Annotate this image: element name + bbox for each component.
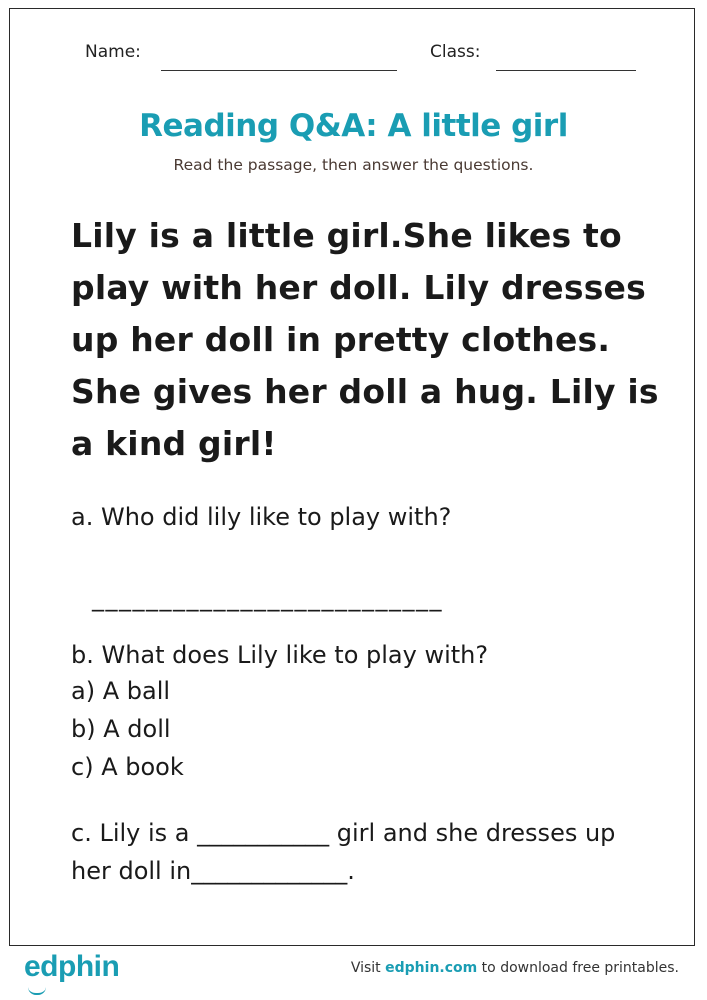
question-a: a. Who did lily like to play with? (71, 503, 452, 531)
name-label: Name: (85, 42, 141, 62)
class-label: Class: (430, 42, 481, 62)
logo-smile-icon (28, 987, 46, 995)
footer-text (351, 960, 679, 976)
question-c: c. Lily is a ___________ girl and she dresses up her doll in_____________. (71, 819, 616, 885)
edphin-logo: edphin (24, 950, 120, 983)
option-a[interactable]: a) A ball (71, 677, 171, 705)
option-b[interactable]: b) A doll (71, 715, 171, 743)
footer-prefix: Visit (350, 960, 386, 976)
class-field[interactable] (496, 70, 636, 71)
question-b: b. What does Lily like to play with? (71, 641, 489, 669)
footer-suffix: to download free printables. (477, 960, 679, 976)
worksheet-subtitle: Read the passage, then answer the questions. (173, 156, 534, 174)
question-a-answer-blank[interactable]: __________________________ (92, 584, 443, 612)
reading-passage: Lily is a little girl.She likes to play with her doll. Lily dresses up her doll in pretty clothes. She gives her doll a hug. Lily is a kind girl! (71, 216, 659, 463)
footer-link[interactable]: edphin.com (385, 960, 478, 976)
worksheet-border (9, 8, 695, 946)
worksheet-title: Reading Q&A: A little girl (139, 108, 568, 144)
name-field[interactable] (161, 70, 397, 71)
option-c[interactable]: c) A book (71, 753, 184, 781)
